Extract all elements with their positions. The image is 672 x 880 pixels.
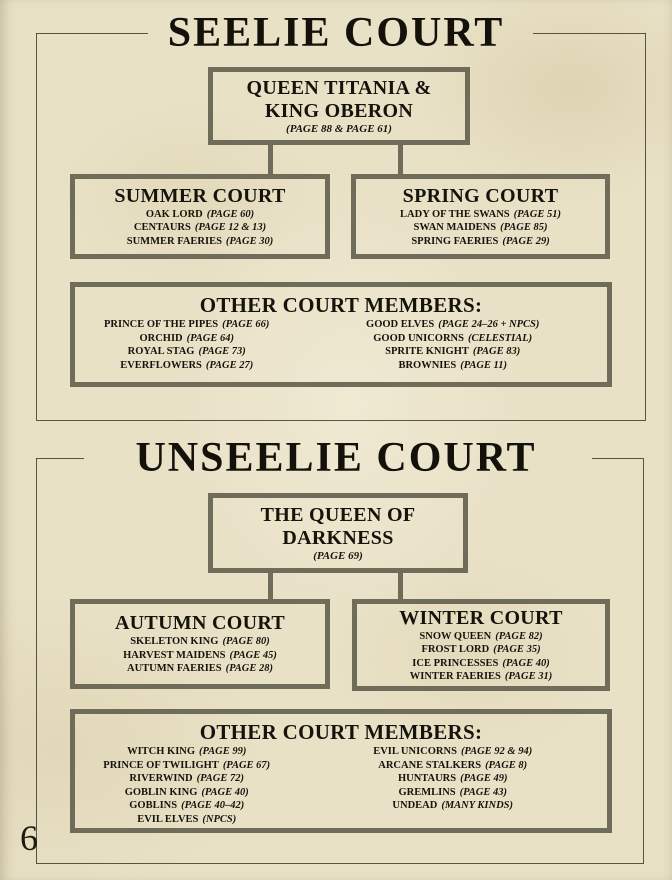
member-entry: GOBLIN KING (PAGE 40) <box>124 786 249 798</box>
unseelie-frame-right <box>643 458 644 863</box>
root-title-line1: THE QUEEN OF <box>260 503 416 526</box>
member-entry: HARVEST MAIDENS (PAGE 45) <box>123 649 277 661</box>
member-entry: GOOD UNICORNS (CELESTIAL) <box>373 332 533 344</box>
member-entry: SUMMER FAERIES (PAGE 30) <box>126 235 274 247</box>
seelie-frame-left <box>36 33 37 420</box>
autumn-court-title: AUTUMN COURT <box>114 612 286 635</box>
unseelie-frame-bottom-footer-rule <box>36 863 644 864</box>
member-entry: SPRING FAERIES (PAGE 29) <box>411 235 550 247</box>
connector-titania-spring <box>398 145 403 175</box>
member-entry: FROST LORD (PAGE 35) <box>421 644 541 655</box>
member-entry: LADY OF THE SWANS (PAGE 51) <box>400 208 561 220</box>
member-entry: GOBLINS (PAGE 40–42) <box>129 800 245 811</box>
member-entry: SKELETON KING (PAGE 80) <box>130 636 270 648</box>
queen-of-darkness-box <box>208 493 468 573</box>
member-entry: WITCH KING (PAGE 99) <box>127 746 247 757</box>
unseelie-others-columns <box>75 745 607 826</box>
seelie-other-members-box <box>70 282 612 387</box>
summer-court-box <box>70 174 330 259</box>
seelie-others-left-column <box>75 318 298 372</box>
member-entry: EVERFLOWERS (PAGE 27) <box>120 359 254 371</box>
member-entry: GREMLINS (PAGE 43) <box>398 786 507 798</box>
member-entry: RIVERWIND (PAGE 72) <box>129 773 244 784</box>
summer-court-title: SUMMER COURT <box>114 184 286 207</box>
member-entry: AUTUMN FAERIES (PAGE 28) <box>127 663 273 675</box>
member-entry: EVIL UNICORNS (PAGE 92 & 94) <box>373 746 533 757</box>
unseelie-others-right-column <box>298 745 607 826</box>
member-entry: PRINCE OF THE PIPES (PAGE 66) <box>104 319 270 330</box>
member-entry: SWAN MAIDENS (PAGE 85) <box>413 222 548 234</box>
member-entry: GOOD ELVES (PAGE 24–26 + NPCS) <box>366 319 540 330</box>
queen-titania-king-oberon-box <box>208 67 470 145</box>
page-number: 6 <box>20 818 38 858</box>
spring-court-box <box>351 174 610 259</box>
root-title-line2: DARKNESS <box>282 526 394 549</box>
member-entry: SNOW QUEEN (PAGE 82) <box>419 630 543 642</box>
connector-darkness-winter <box>398 573 403 600</box>
member-entry: UNDEAD (MANY KINDS) <box>392 800 513 811</box>
member-entry: CENTAURS (PAGE 12 & 13) <box>133 222 267 234</box>
root-page-ref: (PAGE 69) <box>313 549 363 562</box>
member-entry: WINTER FAERIES (PAGE 31) <box>409 671 553 682</box>
root-page-ref: (PAGE 88 & PAGE 61) <box>286 122 392 135</box>
member-entry: SPRITE KNIGHT (PAGE 83) <box>385 346 521 357</box>
connector-darkness-autumn <box>268 573 273 600</box>
seelie-frame-bottom <box>36 420 646 421</box>
winter-court-title: WINTER COURT <box>399 606 563 629</box>
member-entry: ROYAL STAG (PAGE 73) <box>127 346 246 357</box>
unseelie-others-title: OTHER COURT MEMBERS: <box>199 720 483 744</box>
winter-court-box <box>352 599 610 691</box>
root-title-line2: KING OBERON <box>264 99 414 122</box>
seelie-title: SEELIE COURT <box>167 10 505 56</box>
member-entry: ICE PRINCESSES (PAGE 40) <box>412 657 550 669</box>
seelie-others-right-column <box>298 318 607 372</box>
member-entry: OAK LORD (PAGE 60) <box>145 208 255 220</box>
unseelie-other-members-box <box>70 709 612 833</box>
unseelie-frame-left <box>36 458 37 863</box>
root-title-line1: QUEEN TITANIA & <box>246 76 432 99</box>
seelie-others-title: OTHER COURT MEMBERS: <box>199 293 483 317</box>
unseelie-title: UNSEELIE COURT <box>135 435 537 481</box>
member-entry: EVIL ELVES (NPCS) <box>137 813 237 825</box>
connector-titania-summer <box>268 145 273 175</box>
unseelie-others-left-column <box>75 745 298 826</box>
member-entry: ORCHID (PAGE 64) <box>139 332 234 344</box>
spring-court-title: SPRING COURT <box>402 184 559 207</box>
member-entry: ARCANE STALKERS (PAGE 8) <box>378 759 528 771</box>
member-entry: BROWNIES (PAGE 11) <box>398 359 507 371</box>
seelie-others-columns <box>75 318 607 372</box>
seelie-frame-right <box>645 33 646 420</box>
member-entry: HUNTAURS (PAGE 49) <box>397 773 508 784</box>
member-entry: PRINCE OF TWILIGHT (PAGE 67) <box>103 759 271 771</box>
autumn-court-box <box>70 599 330 689</box>
